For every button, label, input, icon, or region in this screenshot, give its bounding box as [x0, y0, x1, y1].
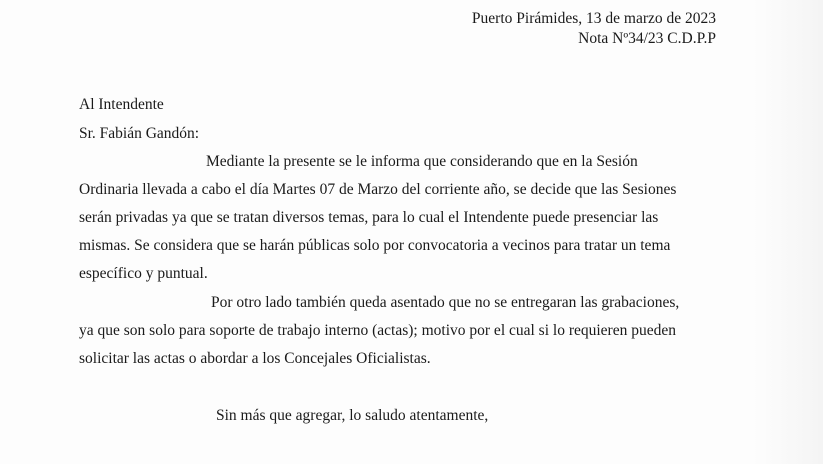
paragraph2-line: ya que son solo para soporte de trabajo interno (actas); motivo por el cual si lo requieren pueden — [79, 322, 676, 339]
note-number: Nota Nº34/23 C.D.P.P — [578, 30, 716, 47]
paragraph2-line: Por otro lado también queda asentado que no se entregaran las grabaciones, — [211, 294, 680, 311]
paragraph1-line: específico y puntual. — [79, 265, 208, 282]
page-edge-shadow — [753, 0, 823, 464]
paragraph2-line: solicitar las actas o abordar a los Concejales Oficialistas. — [79, 350, 431, 367]
recipient-title: Al Intendente — [79, 96, 164, 113]
place-date: Puerto Pirámides, 13 de marzo de 2023 — [471, 10, 716, 27]
paragraph1-line: mismas. Se considera que se harán públicas solo por convocatoria a vecinos para tratar un tema — [79, 237, 671, 254]
paragraph1-line: serán privadas ya que se tratan diversos temas, para lo cual el Intendente puede presenciar las — [79, 209, 659, 226]
closing-line: Sin más que agregar, lo saludo atentamente, — [216, 407, 489, 424]
paragraph1-line: Ordinaria llevada a cabo el día Martes 07 de Marzo del corriente año, se decide que las Sesiones — [79, 181, 677, 198]
recipient-name: Sr. Fabián Gandón: — [79, 125, 200, 142]
paragraph1-line: Mediante la presente se le informa que considerando que en la Sesión — [206, 153, 638, 170]
